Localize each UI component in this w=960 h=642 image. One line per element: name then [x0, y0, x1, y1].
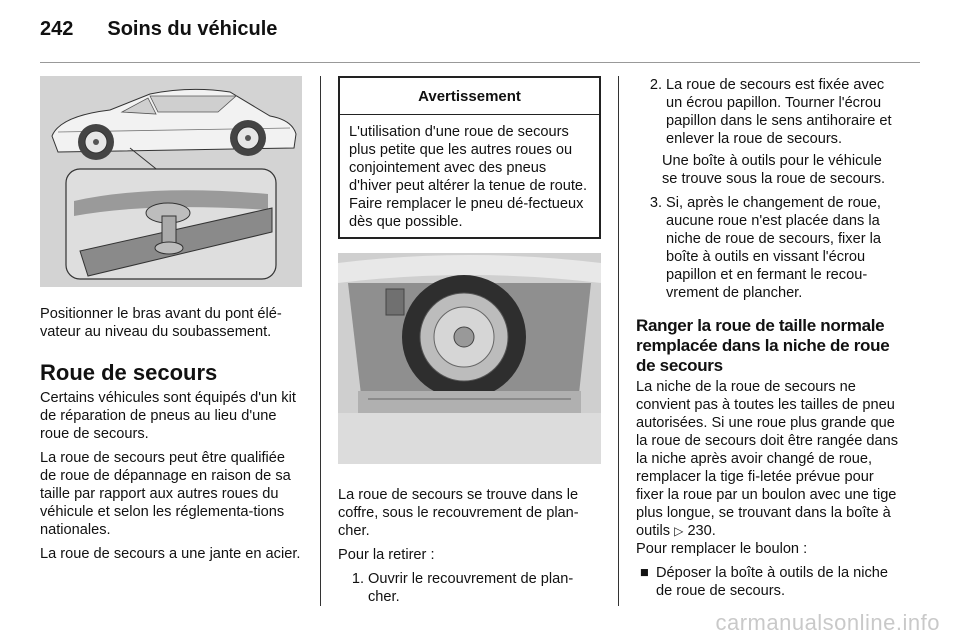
warning-title: Avertissement [340, 78, 599, 115]
warning-body: L'utilisation d'une roue de secours plus petite que les autres roues ou conjointement avec des pneus d'hiver peut altérer la tenue de route. Faire remplacer le pneu dé-fectueux dès que possible. [349, 124, 588, 230]
bullet-icon: ■ [640, 565, 649, 581]
paragraph: La roue de secours se trouve dans le coffre, sous le recouvrement de plan-cher. [338, 487, 579, 539]
page-reference-link[interactable]: 230. [687, 523, 716, 539]
list-text: Déposer la boîte à outils de la niche de roue de secours. [656, 565, 889, 599]
list-item [636, 76, 900, 148]
paragraph: Pour la retirer : [338, 547, 435, 563]
list-number: 2. [649, 77, 662, 93]
list-item [636, 564, 900, 600]
list-number: 1. [351, 571, 364, 587]
paragraph: La roue de secours a une jante en acier. [40, 546, 301, 562]
section-heading: Roue de secours [40, 360, 218, 385]
reference-arrow-icon: ▷ [674, 524, 684, 538]
figure-caption: Positionner le bras avant du pont élé-vateur au niveau du soubassement. [40, 306, 282, 340]
column-3 [636, 76, 900, 600]
column-2 [338, 76, 601, 612]
car-jack-point-illustration [40, 76, 302, 287]
page-number: 242 [40, 18, 74, 40]
column-divider [618, 76, 619, 606]
list-text: Ouvrir le recouvrement de plan-cher. [368, 571, 574, 605]
paragraph: Pour remplacer le boulon : [636, 541, 808, 557]
paragraph [636, 378, 900, 540]
page-header [40, 18, 277, 48]
list-text: La roue de secours est fixée avec un écrou papillon. Tourner l'écrou papillon dans le sens antihoraire et enlever la roue de secours. [666, 77, 892, 147]
warning-box [338, 76, 601, 239]
paragraph-text: La niche de la roue de secours ne convient pas à toutes les tailles de pneu autorisées. Si une roue plus grande que la roue de secours doit être rangée dans la niche après avoir changé de roue, remplacer la tige fi-letée prévue pour fixer la roue par un boulon avec une tige plus longue, se trouvant dans la boîte à outils [636, 379, 899, 539]
paragraph: La roue de secours peut être qualifiée de roue de dépannage en raison de sa taille par rapport aux autres roues du véhicule et selon les réglementa-tions nationales. [40, 450, 291, 538]
list-note: Une boîte à outils pour le véhicule se trouve sous la roue de secours. [662, 153, 886, 187]
watermark: carmanualsonline.info [715, 610, 940, 635]
header-rule [40, 62, 920, 63]
list-number: 3. [649, 195, 662, 211]
spare-wheel-in-trunk-photo [338, 253, 601, 464]
section-title: Soins du véhicule [107, 18, 278, 40]
column-1 [40, 76, 302, 569]
subsection-heading: Ranger la roue de taille normale remplacée dans la niche de roue de secours [636, 316, 890, 375]
column-divider [320, 76, 321, 606]
paragraph: Certains véhicules sont équipés d'un kit de réparation de pneus au lieu d'une roue de secours. [40, 390, 296, 442]
list-text: Si, après le changement de roue, aucune roue n'est placée dans la niche de roue de secours, fixer la boîte à outils en vissant l'écrou papillon et en fermant le recou-vrement de plancher. [666, 195, 881, 301]
list-item [636, 194, 900, 302]
list-item [338, 570, 601, 606]
